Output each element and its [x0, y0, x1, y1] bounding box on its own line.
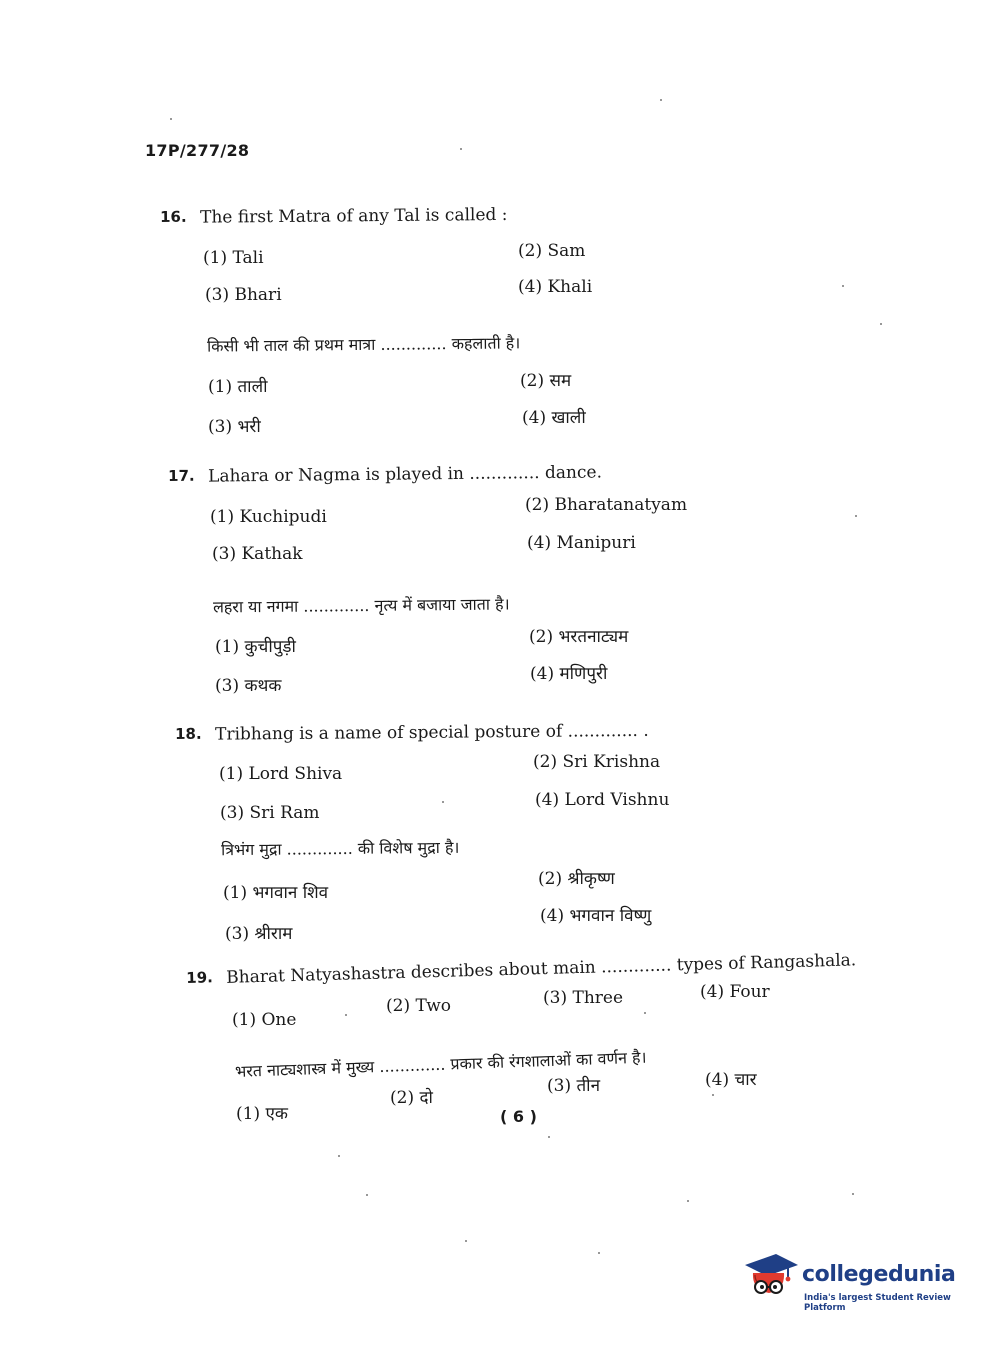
question-text-en: Lahara or Nagma is played in ............. dance. [207, 462, 603, 487]
question-text-hi: त्रिभंग मुद्रा ............. की विशेष मुद्रा है। [220, 837, 460, 860]
option-17-3-en: (3) Kathak [212, 544, 303, 564]
option-18-1-en: (1) Lord Shiva [219, 764, 343, 784]
option-17-3-hi: (3) कथक [215, 676, 282, 696]
option-19-3-en: (3) Three [543, 988, 624, 1008]
option-16-4-hi: (4) खाली [522, 408, 586, 428]
option-16-1-en: (1) Tali [203, 248, 264, 268]
scan-speck [880, 323, 882, 325]
question-text-en: The first Matra of any Tal is called : [199, 204, 508, 228]
scan-speck [852, 1193, 854, 1195]
option-18-4-en: (4) Lord Vishnu [535, 790, 670, 810]
option-17-4-hi: (4) मणिपुरी [530, 664, 608, 684]
option-16-3-hi: (3) भरी [208, 417, 261, 437]
scan-speck [842, 285, 844, 287]
option-19-4-en: (4) Four [700, 982, 770, 1002]
option-19-2-hi: (2) दो [390, 1088, 433, 1108]
option-16-2-hi: (2) सम [520, 371, 572, 391]
question-number: 17. [168, 466, 195, 485]
scan-speck [366, 1194, 368, 1196]
scan-speck [338, 1155, 340, 1157]
question-text-hi: किसी भी ताल की प्रथम मात्रा ............. कहलाती है। [206, 333, 521, 356]
scan-speck [442, 801, 444, 803]
option-19-1-hi: (1) एक [236, 1104, 288, 1124]
option-19-2-en: (2) Two [386, 996, 452, 1016]
scan-speck [548, 1136, 550, 1138]
question-text-en: Bharat Natyashastra describes about main ............. types of Rangashala. [225, 950, 857, 988]
option-16-1-hi: (1) ताली [208, 377, 268, 397]
option-18-2-hi: (2) श्रीकृष्ण [538, 869, 615, 889]
option-18-2-en: (2) Sri Krishna [533, 752, 661, 772]
option-18-3-en: (3) Sri Ram [220, 803, 320, 823]
option-17-4-en: (4) Manipuri [527, 533, 636, 553]
scan-speck [644, 1012, 646, 1014]
brand-tagline: India's largest Student Review Platform [804, 1293, 951, 1313]
scan-speck [598, 1252, 600, 1254]
scan-speck [660, 99, 662, 101]
scan-speck [345, 1014, 347, 1016]
question-number: 16. [160, 207, 187, 226]
option-16-4-en: (4) Khali [518, 277, 593, 297]
graduate-cap-mascot-icon [742, 1248, 800, 1306]
option-17-1-hi: (1) कुचीपुड़ी [215, 637, 296, 657]
option-19-3-hi: (3) तीन [547, 1076, 601, 1096]
question-number: 19. [186, 968, 214, 987]
scan-speck [465, 1240, 467, 1242]
scan-speck [855, 515, 857, 517]
brand-name: collegedunia [802, 1262, 956, 1287]
question-number: 18. [175, 724, 202, 743]
scan-speck [170, 118, 172, 120]
question-text-hi: लहरा या नगमा ............. नृत्य में बजाया जाता है। [212, 594, 510, 617]
option-18-4-hi: (4) भगवान विष्णु [540, 906, 652, 926]
option-19-1-en: (1) One [232, 1010, 297, 1030]
collegedunia-watermark [742, 1248, 972, 1314]
option-17-2-hi: (2) भरतनाट्यम [529, 627, 629, 647]
question-text-hi: भरत नाट्यशास्त्र में मुख्य ............. प्रकार की रंगशालाओं का वर्णन है। [234, 1047, 647, 1081]
page-number: ( 6 ) [500, 1107, 537, 1126]
option-18-3-hi: (3) श्रीराम [225, 924, 293, 944]
option-17-1-en: (1) Kuchipudi [210, 507, 327, 527]
scan-speck [460, 148, 462, 150]
paper-code: 17P/277/28 [145, 141, 250, 160]
option-19-4-hi: (4) चार [705, 1070, 757, 1090]
scan-speck [712, 1094, 714, 1096]
scan-speck [687, 1200, 689, 1202]
option-17-2-en: (2) Bharatanatyam [525, 495, 688, 515]
option-16-2-en: (2) Sam [518, 241, 586, 261]
question-text-en: Tribhang is a name of special posture of ............. . [214, 720, 649, 745]
option-18-1-hi: (1) भगवान शिव [223, 883, 329, 903]
option-16-3-en: (3) Bhari [205, 285, 282, 305]
